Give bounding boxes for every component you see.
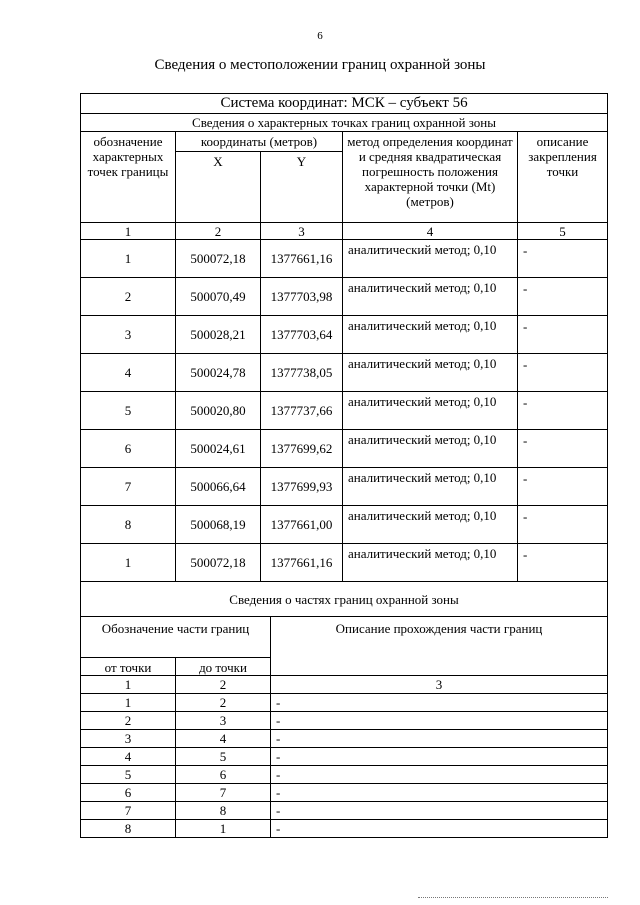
cropped-footer-line bbox=[418, 897, 608, 902]
from-point-cell: 4 bbox=[81, 748, 176, 766]
point-description-cell: - bbox=[518, 316, 608, 354]
from-point-header: от точки bbox=[81, 658, 176, 676]
point-description-cell: - bbox=[518, 392, 608, 430]
coordinates-header: координаты (метров) bbox=[176, 132, 343, 152]
page-number: 6 bbox=[317, 30, 323, 42]
from-point-cell: 8 bbox=[81, 820, 176, 838]
point-row bbox=[81, 354, 608, 392]
x-coordinate-cell: 500024,78 bbox=[176, 354, 261, 392]
point-description-cell: - bbox=[518, 544, 608, 582]
column-number: 4 bbox=[343, 223, 518, 240]
segment-row bbox=[81, 730, 608, 748]
method-cell: аналитический метод; 0,10 bbox=[343, 430, 518, 468]
method-cell: аналитический метод; 0,10 bbox=[343, 316, 518, 354]
point-label-cell: 1 bbox=[81, 240, 176, 278]
point-description-cell: - bbox=[518, 430, 608, 468]
point-row bbox=[81, 544, 608, 582]
segment-description-cell: - bbox=[271, 712, 608, 730]
y-coordinate-cell: 1377738,05 bbox=[261, 354, 343, 392]
point-description-cell: - bbox=[518, 240, 608, 278]
parts-section-title: Сведения о частях границ охранной зоны bbox=[81, 582, 608, 617]
document-title: Сведения о местоположении границ охранной зоны bbox=[154, 57, 486, 73]
point-label-cell: 8 bbox=[81, 506, 176, 544]
x-coordinate-cell: 500020,80 bbox=[176, 392, 261, 430]
point-label-cell: 3 bbox=[81, 316, 176, 354]
segment-description-cell: - bbox=[271, 694, 608, 712]
x-coordinate-cell: 500070,49 bbox=[176, 278, 261, 316]
point-label-cell: 1 bbox=[81, 544, 176, 582]
x-header: X bbox=[176, 152, 261, 223]
point-description-cell: - bbox=[518, 506, 608, 544]
to-point-cell: 8 bbox=[176, 802, 271, 820]
segment-description-cell: - bbox=[271, 748, 608, 766]
to-point-cell: 2 bbox=[176, 694, 271, 712]
from-point-cell: 2 bbox=[81, 712, 176, 730]
segment-row bbox=[81, 766, 608, 784]
column-number: 1 bbox=[81, 676, 176, 694]
column-number: 1 bbox=[81, 223, 176, 240]
method-cell: аналитический метод; 0,10 bbox=[343, 354, 518, 392]
column-number: 5 bbox=[518, 223, 608, 240]
point-row bbox=[81, 430, 608, 468]
method-cell: аналитический метод; 0,10 bbox=[343, 240, 518, 278]
point-row bbox=[81, 506, 608, 544]
column-number: 3 bbox=[271, 676, 608, 694]
y-coordinate-cell: 1377661,16 bbox=[261, 240, 343, 278]
method-cell: аналитический метод; 0,10 bbox=[343, 506, 518, 544]
point-row bbox=[81, 316, 608, 354]
y-coordinate-cell: 1377661,00 bbox=[261, 506, 343, 544]
point-label-cell: 5 bbox=[81, 392, 176, 430]
to-point-cell: 1 bbox=[176, 820, 271, 838]
segment-row bbox=[81, 748, 608, 766]
part-description-header: Описание прохождения части границ bbox=[271, 617, 608, 676]
segment-row bbox=[81, 784, 608, 802]
from-point-cell: 1 bbox=[81, 694, 176, 712]
from-point-cell: 5 bbox=[81, 766, 176, 784]
boundary-points-table bbox=[80, 93, 608, 582]
from-point-cell: 7 bbox=[81, 802, 176, 820]
segment-description-cell: - bbox=[271, 784, 608, 802]
points-section-title: Сведения о характерных точках границ охранной зоны bbox=[81, 114, 608, 132]
description-header: описание закрепления точки bbox=[518, 132, 608, 223]
y-header: Y bbox=[261, 152, 343, 223]
to-point-cell: 3 bbox=[176, 712, 271, 730]
point-label-cell: 4 bbox=[81, 354, 176, 392]
x-coordinate-cell: 500072,18 bbox=[176, 544, 261, 582]
segment-description-cell: - bbox=[271, 766, 608, 784]
method-cell: аналитический метод; 0,10 bbox=[343, 544, 518, 582]
point-row bbox=[81, 392, 608, 430]
point-label-header: обозначение характерных точек границы bbox=[81, 132, 176, 223]
from-point-cell: 6 bbox=[81, 784, 176, 802]
y-coordinate-cell: 1377703,98 bbox=[261, 278, 343, 316]
point-description-cell: - bbox=[518, 354, 608, 392]
x-coordinate-cell: 500068,19 bbox=[176, 506, 261, 544]
to-point-cell: 5 bbox=[176, 748, 271, 766]
segment-row bbox=[81, 820, 608, 838]
method-cell: аналитический метод; 0,10 bbox=[343, 392, 518, 430]
point-label-cell: 7 bbox=[81, 468, 176, 506]
y-coordinate-cell: 1377699,62 bbox=[261, 430, 343, 468]
method-cell: аналитический метод; 0,10 bbox=[343, 468, 518, 506]
to-point-cell: 4 bbox=[176, 730, 271, 748]
method-cell: аналитический метод; 0,10 bbox=[343, 278, 518, 316]
y-coordinate-cell: 1377703,64 bbox=[261, 316, 343, 354]
segment-description-cell: - bbox=[271, 802, 608, 820]
from-point-cell: 3 bbox=[81, 730, 176, 748]
segment-row bbox=[81, 694, 608, 712]
x-coordinate-cell: 500066,64 bbox=[176, 468, 261, 506]
to-point-cell: 6 bbox=[176, 766, 271, 784]
point-row bbox=[81, 240, 608, 278]
x-coordinate-cell: 500028,21 bbox=[176, 316, 261, 354]
y-coordinate-cell: 1377661,16 bbox=[261, 544, 343, 582]
point-label-cell: 2 bbox=[81, 278, 176, 316]
column-number: 3 bbox=[261, 223, 343, 240]
point-description-cell: - bbox=[518, 468, 608, 506]
point-row bbox=[81, 468, 608, 506]
segment-row bbox=[81, 802, 608, 820]
boundary-parts-table bbox=[80, 581, 608, 838]
point-description-cell: - bbox=[518, 278, 608, 316]
part-label-header: Обозначение части границ bbox=[81, 617, 271, 658]
segment-description-cell: - bbox=[271, 820, 608, 838]
segment-row bbox=[81, 712, 608, 730]
x-coordinate-cell: 500072,18 bbox=[176, 240, 261, 278]
x-coordinate-cell: 500024,61 bbox=[176, 430, 261, 468]
column-number: 2 bbox=[176, 223, 261, 240]
segment-description-cell: - bbox=[271, 730, 608, 748]
to-point-cell: 7 bbox=[176, 784, 271, 802]
point-row bbox=[81, 278, 608, 316]
method-header: метод определения координат и средняя квадратическая погрешность положения характерной точки (Mt) (метров) bbox=[343, 132, 518, 223]
to-point-header: до точки bbox=[176, 658, 271, 676]
y-coordinate-cell: 1377737,66 bbox=[261, 392, 343, 430]
y-coordinate-cell: 1377699,93 bbox=[261, 468, 343, 506]
point-label-cell: 6 bbox=[81, 430, 176, 468]
coordinate-system-header: Система координат: МСК – субъект 56 bbox=[81, 94, 608, 114]
column-number: 2 bbox=[176, 676, 271, 694]
